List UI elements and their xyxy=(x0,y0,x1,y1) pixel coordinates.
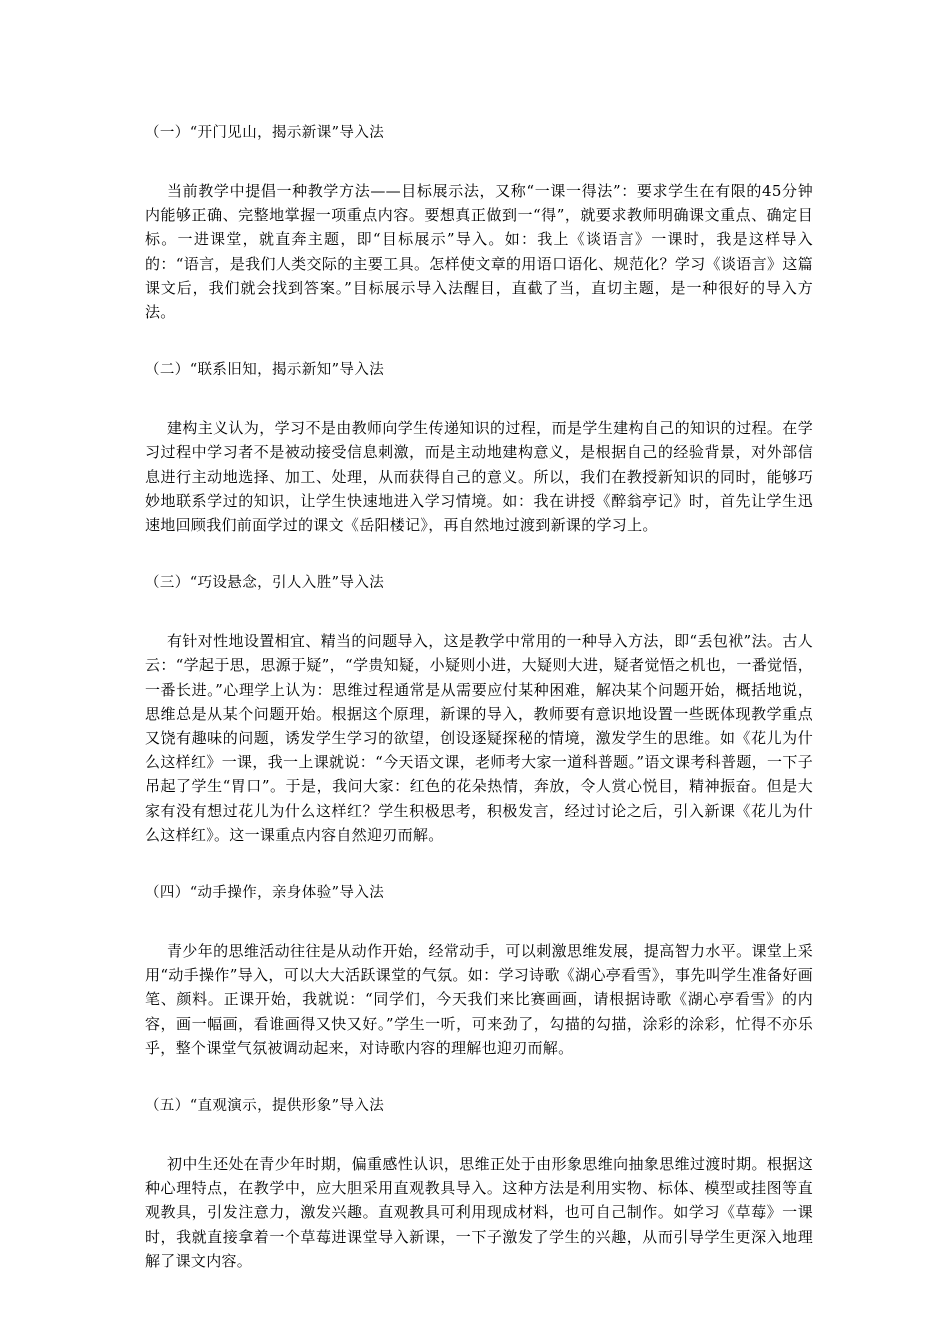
section-3-heading: （三）“巧设悬念，引人入胜”导入法 xyxy=(145,575,385,592)
section-2-heading: （二）“联系旧知，揭示新知”导入法 xyxy=(145,362,385,379)
section-2-paragraph: 建构主义认为，学习不是由教师向学生传递知识的过程，而是学生建构自己的知识的过程。在学习过程中学习者不是被动接受信息刺激，而是主动地建构意义，是根据自己的经验背景，对外部信息进行主动地选择、加工、处理，从而获得自己的意义。所以，我们在教授新知识的同时，能够巧妙地联系学过的知识，让学生快速地进入学习情境。如：我在讲授《醉翁亭记》时，首先让学生迅速地回顾我们前面学过的课文《岳阳楼记》，再自然地过渡到新课的学习上。 xyxy=(145,419,813,535)
section-1-paragraph: 当前教学中提倡一种教学方法——目标展示法，又称“一课一得法”：要求学生在有限的45分钟内能够正确、完整地掌握一项重点内容。要想真正做到一“得”，就要求教师明确课文重点、确定目标。一进课堂，就直奔主题，即“目标展示”导入。如：我上《谈语言》一课时，我是这样导入的：“语言，是我们人类交际的主要工具。怎样使文章的用语口语化、规范化？学习《谈语言》这篇课文后，我们就会找到答案。”目标展示导入法醒目，直截了当，直切主题，是一种很好的导入方法。 xyxy=(145,182,813,322)
document-page xyxy=(145,121,813,1307)
section-5-heading: （五）“直观演示，提供形象”导入法 xyxy=(145,1098,385,1115)
section-3-paragraph: 有针对性地设置相宜、精当的问题导入，这是教学中常用的一种导入方法，即“丢包袱”法。古人云：“学起于思，思源于疑”，“学贵知疑，小疑则小进，大疑则大进，疑者觉悟之机也，一番觉悟，一番长进。”心理学上认为：思维过程通常是从需要应付某种困难，解决某个问题开始，概括地说，思维总是从某个问题开始。根据这个原理，新课的导入，教师要有意识地设置一些既体现教学重点又饶有趣味的问题，诱发学生学习的欲望，创设逐疑探秘的情境，激发学生的思维。如《花儿为什么这样红》一课，我一上课就说：“今天语文课，老师考大家一道科普题。”语文课考科普题，一下子吊起了学生“胃口”。于是，我问大家：红色的花朵热情，奔放，令人赏心悦目，精神振奋。但是大家有没有想过花儿为什么这样红？学生积极思考，积极发言，经过讨论之后，引入新课《花儿为什么这样红》。这一课重点内容自然迎刃而解。 xyxy=(145,632,813,844)
section-5-paragraph: 初中生还处在青少年时期，偏重感性认识，思维正处于由形象思维向抽象思维过渡时期。根据这种心理特点，在教学中，应大胆采用直观教具导入。这种方法是利用实物、标体、模型或挂图等直观教具，引发注意力，激发兴趣。直观教具可利用现成材料，也可自己制作。如学习《草莓》一课时，我就直接拿着一个草莓进课堂导入新课，一下子激发了学生的兴趣，从而引导学生更深入地理解了课文内容。 xyxy=(145,1155,813,1270)
section-4-paragraph: 青少年的思维活动往往是从动作开始，经常动手，可以刺激思维发展，提高智力水平。课堂上采用“动手操作”导入，可以大大活跃课堂的气氛。如：学习诗歌《湖心亭看雪》，事先叫学生准备好画笔、颜料。正课开始，我就说：“同学们，今天我们来比赛画画，请根据诗歌《湖心亭看雪》的内容，画一幅画，看谁画得又快又好。”学生一听，可来劲了，勾描的勾描，涂彩的涂彩，忙得不亦乐乎，整个课堂气氛被调动起来，对诗歌内容的理解也迎刃而解。 xyxy=(145,942,813,1057)
section-4-heading: （四）“动手操作，亲身体验”导入法 xyxy=(145,885,385,902)
section-1-heading: （一）“开门见山，揭示新课”导入法 xyxy=(145,125,385,141)
